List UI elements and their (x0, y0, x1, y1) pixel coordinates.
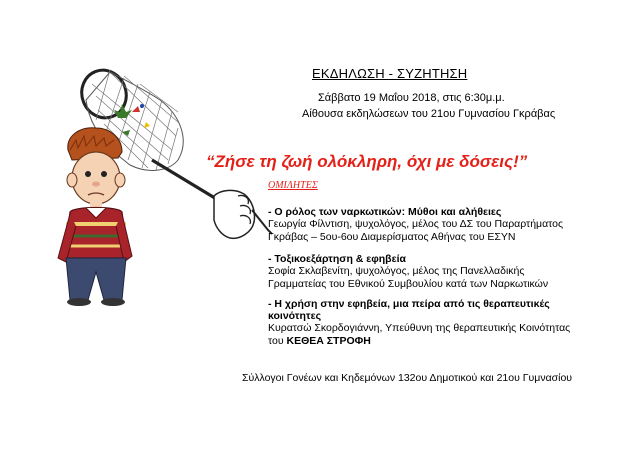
topic-2 (268, 253, 548, 291)
topic-3-title-line-2: κοινότητες (268, 310, 322, 322)
event-date: Σάββατο 19 Μαΐου 2018, στις 6:30μ.μ. (318, 92, 505, 104)
event-venue: Αίθουσα εκδηλώσεων του 21ου Γυμνασίου Γκράβας (302, 108, 556, 120)
event-title: ΕΚΔΗΛΩΣΗ - ΣΥΖΗΤΗΣΗ (312, 66, 468, 81)
topic-1-title: - Ο ρόλος των ναρκωτικών: Μύθοι και αλήθειες (268, 206, 502, 218)
topic-3-speaker-line-1: Κυρατσώ Σκορδογιάννη, Υπεύθυνη της θεραπευτικής Κοινότητας (268, 322, 571, 334)
topic-2-speaker-line-1: Σοφία Σκλαβενίτη, ψυχολόγος, μέλος της Πανελλαδικής (268, 265, 525, 277)
topic-3-prefix: του (268, 335, 287, 347)
ktheta-strofi-label: ΚΕΘΕΑ ΣΤΡΟΦΗ (286, 335, 371, 347)
topic-1-speaker-line-2: Γκράβας – 5ου-6ου Διαμερίσματος Αθήνας του ΕΣΥΝ (268, 231, 516, 243)
topic-3 (268, 298, 570, 348)
organizers-footer: Σύλλογοι Γονέων και Κηδεμόνων 132ου Δημοτικού και 21ου Γυμνασίου (242, 372, 573, 384)
topic-1 (268, 206, 563, 244)
topic-3-speaker-line-2 (268, 335, 570, 348)
hand-icon (214, 190, 272, 238)
topic-3-title-line-1: - Η χρήση στην εφηβεία, μια πείρα από τις θεραπευτικές (268, 298, 550, 310)
topic-1-speaker-line-1: Γεωργία Φίλντιση, ψυχολόγος, μέλος του ΔΣ του Παραρτήματος (268, 218, 564, 230)
topic-2-title: - Τοξικοεξάρτηση & εφηβεία (268, 253, 406, 265)
boy-figure (58, 128, 132, 306)
speakers-heading: ΟΜΙΛΗΤΕΣ (268, 180, 318, 191)
event-slogan: “Ζήσε τη ζωή ολόκληρη, όχι με δόσεις!” (206, 152, 528, 171)
topic-2-speaker-line-2: Γραμματείας του Εθνικού Συμβουλίου κατά των Ναρκωτικών (268, 278, 549, 290)
